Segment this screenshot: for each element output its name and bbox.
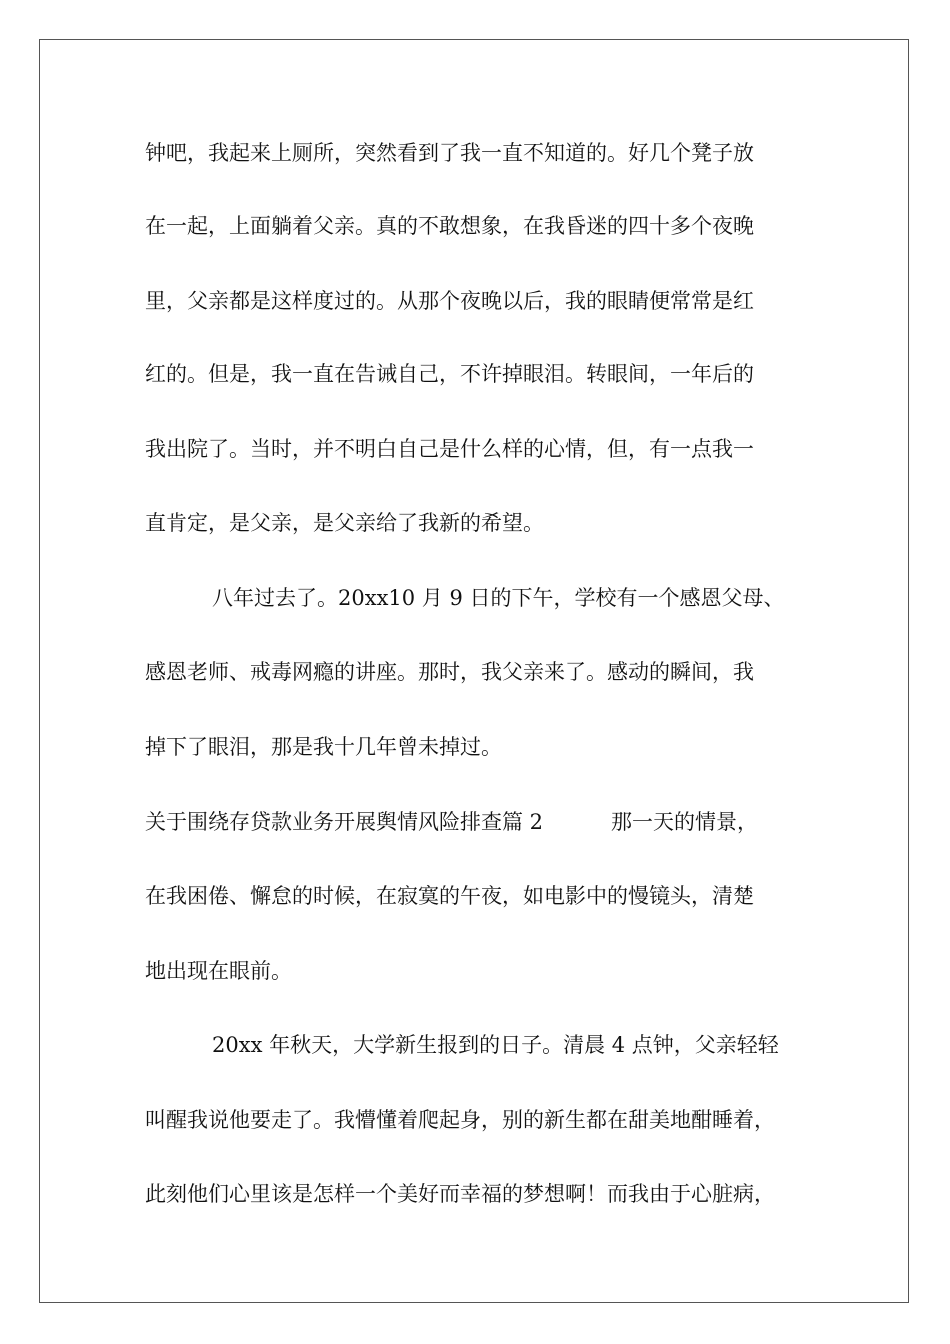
paragraph-line: 红的。但是，我一直在告诫自己，不许掉眼泪。转眼间，一年后的: [145, 362, 754, 386]
paragraph-line: 八年过去了。20xx10 月 9 日的下午，学校有一个感恩父母、: [212, 586, 785, 610]
paragraph-line: 20xx 年秋天，大学新生报到的日子。清晨 4 点钟，父亲轻轻: [212, 1033, 779, 1057]
paragraph-line: 直肯定，是父亲，是父亲给了我新的希望。: [145, 511, 544, 535]
paragraph-line: 里，父亲都是这样度过的。从那个夜晚以后，我的眼睛便常常是红: [145, 289, 754, 313]
section-continuation: 那一天的情景，: [611, 810, 759, 834]
paragraph-line: 地出现在眼前。: [145, 959, 292, 983]
paragraph-line: 在我困倦、懈怠的时候，在寂寞的午夜，如电影中的慢镜头，清楚: [145, 884, 754, 908]
paragraph-line: 在一起，上面躺着父亲。真的不敢想象，在我昏迷的四十多个夜晚: [145, 214, 754, 238]
paragraph-line: 钟吧，我起来上厕所，突然看到了我一直不知道的。好几个凳子放: [145, 141, 754, 165]
paragraph-line: 感恩老师、戒毒网瘾的讲座。那时，我父亲来了。感动的瞬间，我: [145, 660, 754, 684]
section-title: 关于围绕存贷款业务开展舆情风险排查篇 2: [145, 810, 544, 834]
paragraph-line: 此刻他们心里该是怎样一个美好而幸福的梦想啊！而我由于心脏病，: [145, 1182, 775, 1206]
paragraph-line: 掉下了眼泪，那是我十几年曾未掉过。: [145, 735, 502, 759]
paragraph-line: 叫醒我说他要走了。我懵懂着爬起身，别的新生都在甜美地酣睡着，: [145, 1108, 775, 1132]
section-heading-line: [145, 810, 758, 834]
paragraph-line: 我出院了。当时，并不明白自己是什么样的心情，但，有一点我一: [145, 437, 754, 461]
